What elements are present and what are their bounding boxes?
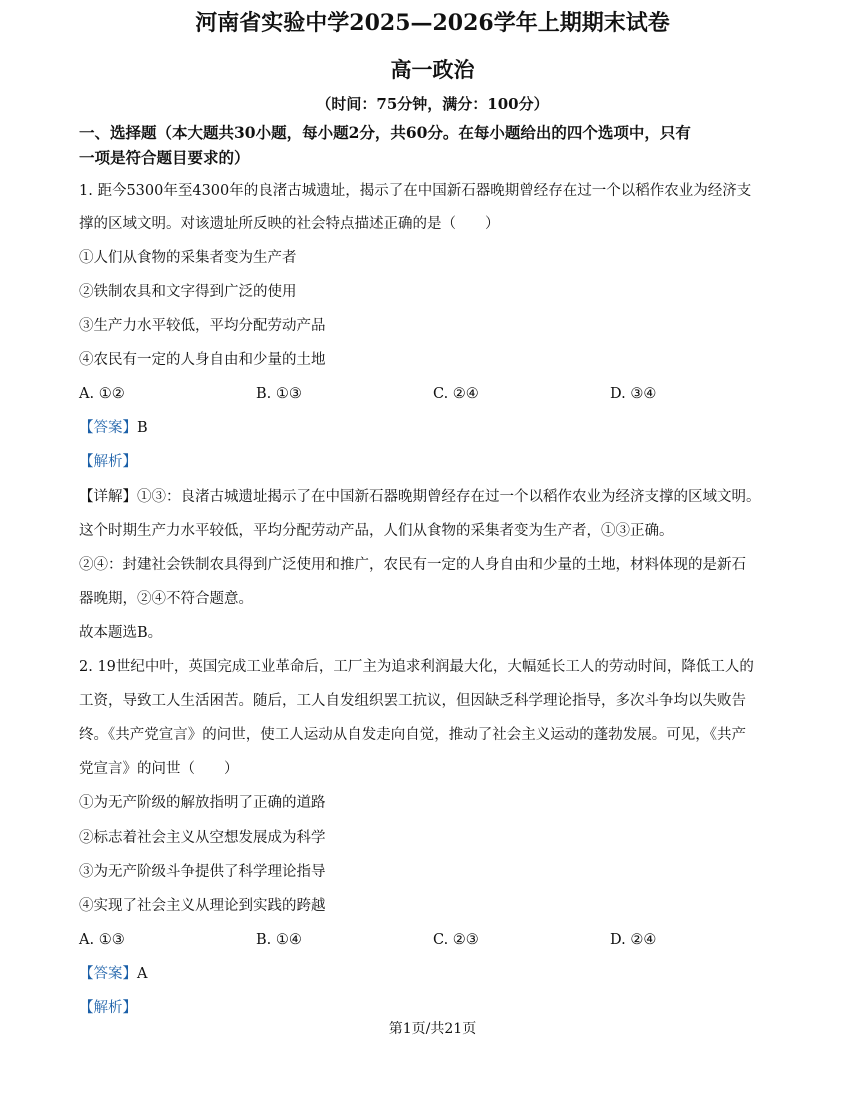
q2-option-b: B. ①④ (256, 932, 302, 948)
q1-item-4: ④农民有一定的人身自由和少量的土地 (79, 352, 326, 368)
detail-tag: 【详解】 (79, 489, 137, 505)
q1-option-d: D. ③④ (610, 386, 657, 402)
section-heading-line2: 一项是符合题目要求的） (79, 148, 250, 167)
page-footer: 第1页/共21页 (388, 1021, 477, 1037)
q1-conclusion: 故本题选B。 (79, 625, 163, 641)
q1-stem-line1: 1. 距今5300年至4300年的良渚古城遗址，揭示了在中国新石器晚期曾经存在过一个以稻作农业为经济支 (79, 183, 752, 199)
answer-tag: 【答案】 (79, 420, 137, 436)
q2-item-1: ①为无产阶级的解放指明了正确的道路 (79, 795, 326, 811)
detail-text: ①③：良渚古城遗址揭示了在中国新石器晚期曾经存在过一个以稻作农业为经济支撑的区域文明。 (137, 489, 761, 505)
q2-stem-line3: 终。《共产党宣言》的问世，使工人运动从自发走向自觉，推动了社会主义运动的蓬勃发展。可见，《共产 (79, 727, 746, 743)
q1-item-1: ①人们从食物的采集者变为生产者 (79, 250, 297, 266)
q1-detail-line1 (79, 487, 761, 507)
q1-detail-line2: 这个时期生产力水平较低，平均分配劳动产品，人们从食物的采集者变为生产者，①③正确。 (79, 523, 674, 539)
q2-answer (79, 964, 147, 984)
q2-stem-line1: 2. 19世纪中叶，英国完成工业革命后，工厂主为追求利润最大化，大幅延长工人的劳动时间，降低工人的 (79, 659, 754, 675)
q1-analysis-tag: 【解析】 (79, 454, 137, 470)
time-info: （时间：75分钟，满分：100分） (316, 95, 549, 113)
q1-answer (79, 418, 148, 438)
answer-value: B (137, 420, 148, 436)
section-heading-line1: 一、选择题（本大题共30小题，每小题2分，共60分。在每小题给出的四个选项中，只有 (79, 123, 691, 142)
q1-option-c: C. ②④ (433, 386, 479, 402)
q1-option-a: A. ①② (79, 386, 125, 402)
q1-detail-line3: ②④：封建社会铁制农具得到广泛使用和推广，农民有一定的人身自由和少量的土地，材料体现的是新石 (79, 557, 746, 573)
q2-stem-line2: 工资，导致工人生活困苦。随后，工人自发组织罢工抗议，但因缺乏科学理论指导，多次斗争均以失败告 (79, 693, 746, 709)
q1-item-3: ③生产力水平较低，平均分配劳动产品 (79, 318, 326, 334)
q1-option-b: B. ①③ (256, 386, 302, 402)
answer-tag: 【答案】 (79, 966, 137, 982)
q2-option-d: D. ②④ (610, 932, 657, 948)
q2-stem-line4: 党宣言》的问世（ ） (79, 761, 239, 777)
q2-item-3: ③为无产阶级斗争提供了科学理论指导 (79, 864, 326, 880)
exam-title: 河南省实验中学2025—2026学年上期期末试卷 (195, 10, 670, 36)
q2-item-4: ④实现了社会主义从理论到实践的跨越 (79, 898, 326, 914)
q1-stem-line2: 撑的区域文明。对该遗址所反映的社会特点描述正确的是（ ） (79, 216, 500, 232)
q2-option-a: A. ①③ (79, 932, 125, 948)
q1-detail-line4: 器晚期，②④不符合题意。 (79, 591, 253, 607)
q2-option-c: C. ②③ (433, 932, 479, 948)
q2-analysis-tag: 【解析】 (79, 1000, 137, 1016)
subject-title: 高一政治 (390, 57, 475, 82)
answer-value: A (137, 966, 148, 982)
q1-item-2: ②铁制农具和文字得到广泛的使用 (79, 284, 297, 300)
q2-item-2: ②标志着社会主义从空想发展成为科学 (79, 830, 326, 846)
